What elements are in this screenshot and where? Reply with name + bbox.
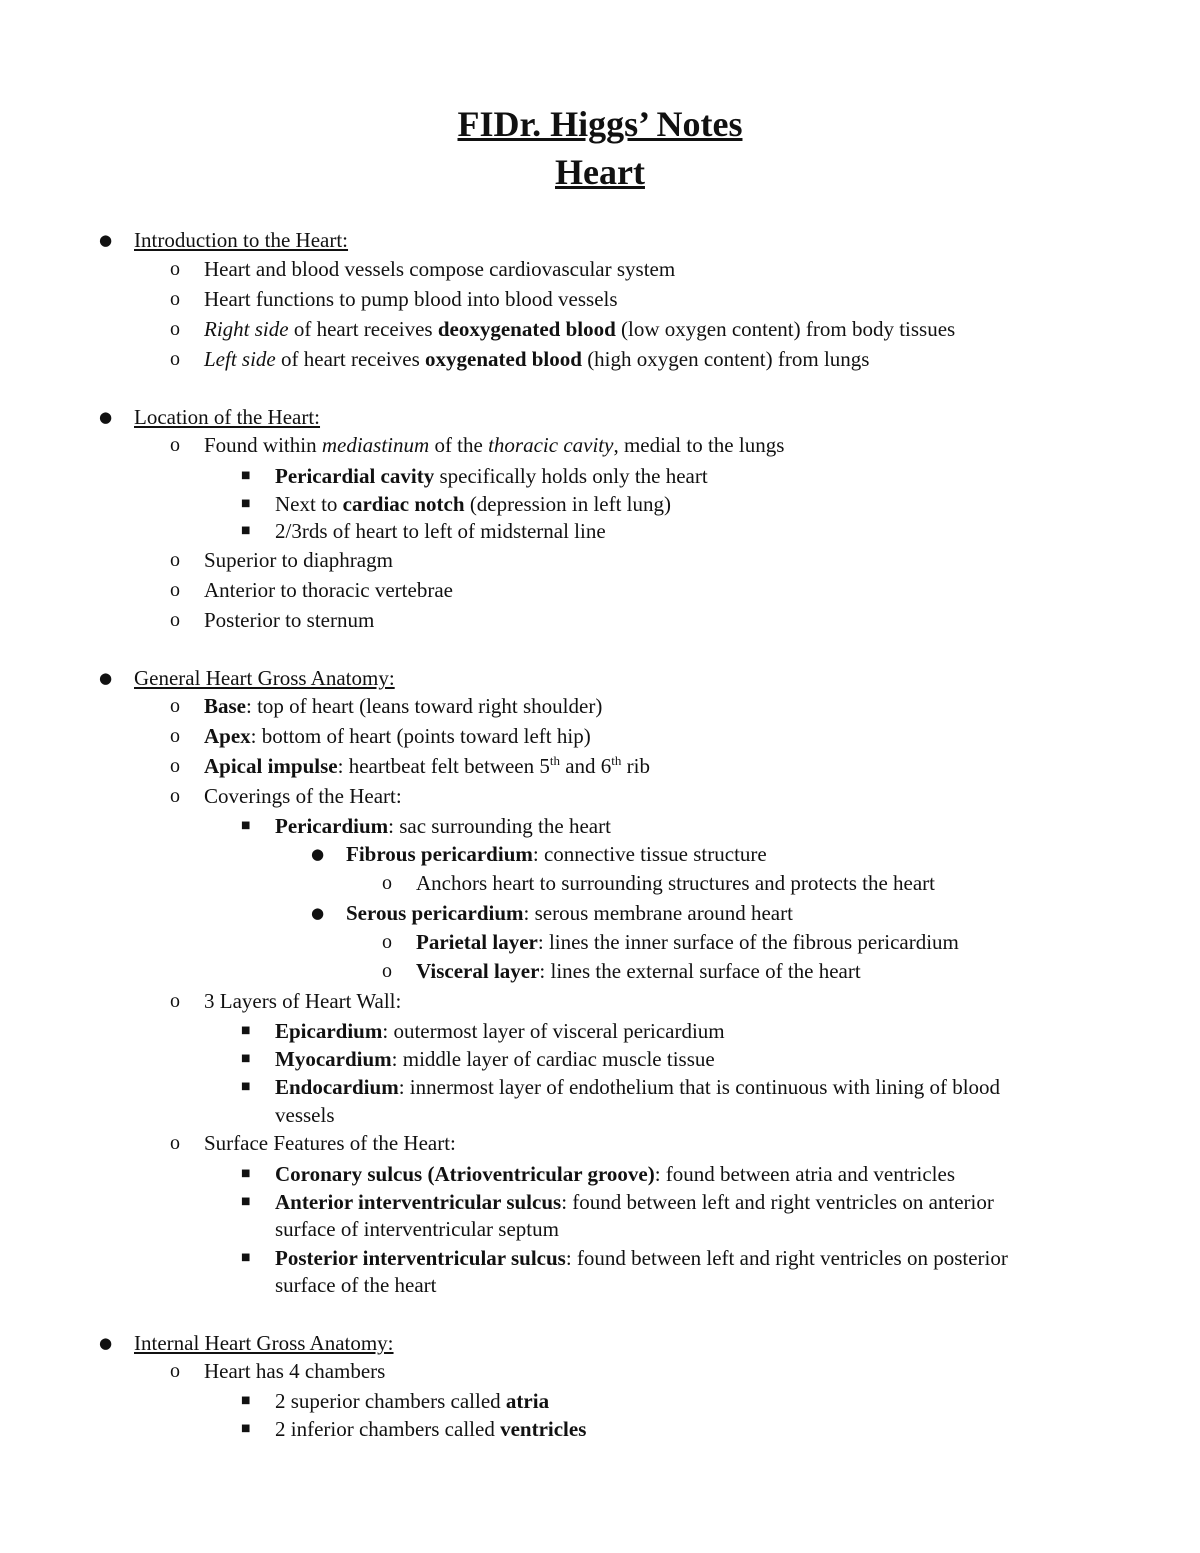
list-item: Base: top of heart (leans toward right shoulder) — [204, 694, 603, 718]
bullet-circle-icon: o — [170, 434, 180, 456]
bullet-circle-icon: o — [170, 318, 180, 340]
section-heading-gross-anatomy: General Heart Gross Anatomy: — [134, 666, 395, 690]
bullet-circle-icon: o — [382, 931, 392, 953]
bullet-circle-icon: o — [170, 1132, 180, 1154]
section-heading-introduction: Introduction to the Heart: — [134, 228, 349, 252]
bullet-circle-icon: o — [170, 258, 180, 280]
list-item-continuation: surface of the heart — [275, 1273, 437, 1297]
bullet-circle-icon: o — [382, 960, 392, 982]
bullet-circle-icon: o — [170, 579, 180, 601]
bullet-square-icon: ■ — [241, 1252, 251, 1263]
bullet-circle-icon: o — [382, 872, 392, 894]
list-item: Posterior to sternum — [204, 608, 375, 632]
section-heading-internal-anatomy: Internal Heart Gross Anatomy: — [134, 1331, 394, 1355]
bullet-square-icon: ■ — [241, 1423, 251, 1434]
bullet-circle-icon: o — [170, 785, 180, 807]
bullet-circle-icon: o — [170, 348, 180, 370]
list-item: Parietal layer: lines the inner surface of the fibrous pericardium — [416, 930, 959, 954]
bullet-disc-icon: ● — [99, 231, 113, 249]
list-item-continuation: surface of interventricular septum — [275, 1217, 559, 1241]
list-item: Left side of heart receives oxygenated blood (high oxygen content) from lungs — [204, 347, 870, 371]
bullet-circle-icon: o — [170, 549, 180, 571]
bullet-disc-icon: ● — [99, 408, 113, 426]
bullet-circle-icon: o — [170, 755, 180, 777]
list-item: Heart functions to pump blood into blood vessels — [204, 287, 618, 311]
list-item: Heart has 4 chambers — [204, 1359, 386, 1383]
bullet-disc-icon: ● — [99, 669, 113, 687]
document-subtitle: Heart — [555, 152, 645, 192]
bullet-disc-icon: ● — [99, 1334, 113, 1352]
bullet-circle-icon: o — [170, 288, 180, 310]
bullet-square-icon: ■ — [241, 525, 251, 536]
bullet-circle-icon: o — [170, 1360, 180, 1382]
bullet-square-icon: ■ — [241, 470, 251, 481]
bullet-square-icon: ■ — [241, 498, 251, 509]
list-item: Right side of heart receives deoxygenated blood (low oxygen content) from body tissues — [204, 317, 956, 341]
list-item: Fibrous pericardium: connective tissue structure — [346, 842, 767, 866]
list-item: Endocardium: innermost layer of endothelium that is continuous with lining of blood — [275, 1075, 1001, 1099]
list-item-continuation: vessels — [275, 1103, 335, 1127]
bullet-disc-icon: ● — [311, 904, 325, 922]
list-item: Found within mediastinum of the thoracic cavity, medial to the lungs — [204, 433, 785, 457]
bullet-disc-icon: ● — [311, 845, 325, 863]
list-item: Coronary sulcus (Atrioventricular groove): found between atria and ventricles — [275, 1162, 955, 1186]
list-item: Posterior interventricular sulcus: found between left and right ventricles on posterior — [275, 1246, 1008, 1270]
bullet-square-icon: ■ — [241, 1025, 251, 1036]
bullet-circle-icon: o — [170, 695, 180, 717]
bullet-square-icon: ■ — [241, 1168, 251, 1179]
list-item: 3 Layers of Heart Wall: — [204, 989, 402, 1013]
section-heading-location: Location of the Heart: — [134, 405, 321, 429]
document-title: FIDr. Higgs’ Notes — [457, 104, 743, 144]
list-item: Heart and blood vessels compose cardiovascular system — [204, 257, 676, 281]
list-item: Apex: bottom of heart (points toward left hip) — [204, 724, 591, 748]
list-item: Myocardium: middle layer of cardiac muscle tissue — [275, 1047, 715, 1071]
list-item: Anterior to thoracic vertebrae — [204, 578, 453, 602]
list-item: 2 superior chambers called atria — [275, 1389, 550, 1413]
list-item: Coverings of the Heart: — [204, 784, 402, 808]
list-item: Anchors heart to surrounding structures and protects the heart — [416, 871, 936, 895]
list-item: Pericardium: sac surrounding the heart — [275, 814, 611, 838]
list-item: Apical impulse: heartbeat felt between 5th and 6th rib — [204, 753, 650, 778]
bullet-square-icon: ■ — [241, 820, 251, 831]
bullet-square-icon: ■ — [241, 1395, 251, 1406]
list-item: Surface Features of the Heart: — [204, 1131, 456, 1155]
bullet-square-icon: ■ — [241, 1053, 251, 1064]
list-item: Superior to diaphragm — [204, 548, 393, 572]
list-item: Epicardium: outermost layer of visceral pericardium — [275, 1019, 725, 1043]
list-item: Next to cardiac notch (depression in left lung) — [275, 492, 672, 516]
bullet-circle-icon: o — [170, 609, 180, 631]
list-item: 2 inferior chambers called ventricles — [275, 1417, 587, 1441]
bullet-circle-icon: o — [170, 990, 180, 1012]
bullet-square-icon: ■ — [241, 1081, 251, 1092]
bullet-circle-icon: o — [170, 725, 180, 747]
list-item: Serous pericardium: serous membrane around heart — [346, 901, 793, 925]
list-item: Anterior interventricular sulcus: found between left and right ventricles on anterior — [275, 1190, 994, 1214]
list-item: Pericardial cavity specifically holds only the heart — [275, 464, 708, 488]
list-item: Visceral layer: lines the external surface of the heart — [416, 959, 861, 983]
bullet-square-icon: ■ — [241, 1196, 251, 1207]
list-item: 2/3rds of heart to left of midsternal line — [275, 519, 606, 543]
